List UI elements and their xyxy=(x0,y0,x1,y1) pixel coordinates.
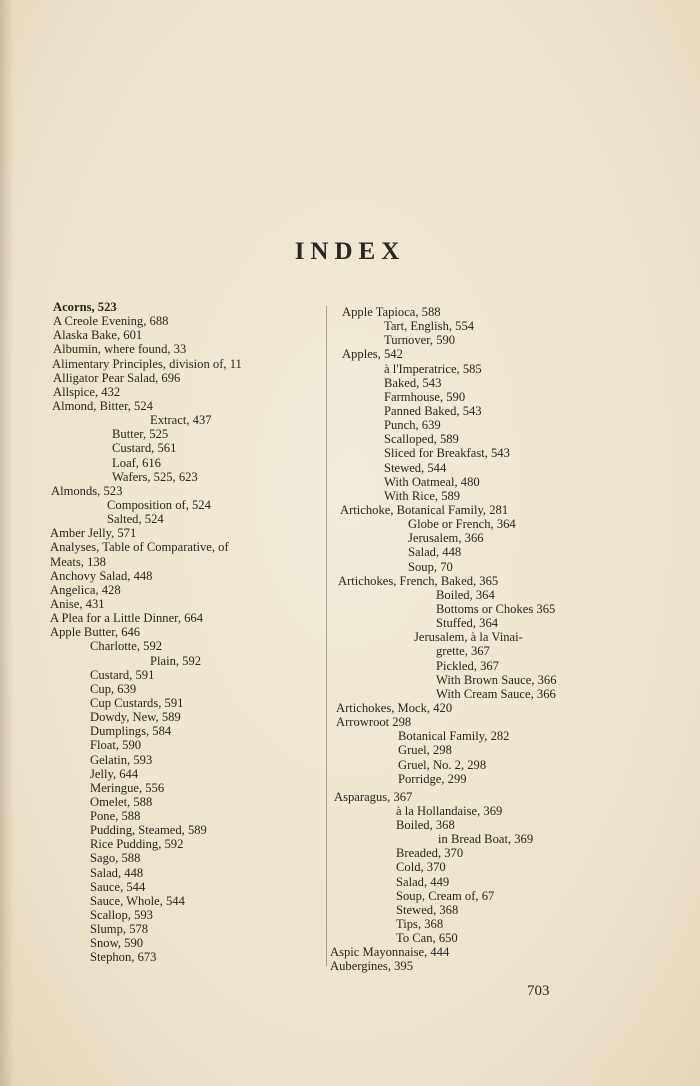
index-column-right xyxy=(330,305,600,974)
index-entry: Charlotte, 592 xyxy=(90,639,163,654)
index-entry: Extract, 437 xyxy=(150,413,212,428)
index-entry: Jelly, 644 xyxy=(90,766,139,781)
index-entry: Loaf, 616 xyxy=(112,455,161,470)
index-entry: Cup, 639 xyxy=(90,681,137,696)
index-entry: Soup, 70 xyxy=(408,559,453,574)
index-entry: Scallop, 593 xyxy=(90,908,153,923)
index-entry: Albumin, where found, 33 xyxy=(53,342,187,357)
index-entry: Jerusalem, à la Vinai- xyxy=(414,630,523,645)
index-entry: A Plea for a Little Dinner, 664 xyxy=(50,611,204,626)
index-entry: Custard, 591 xyxy=(90,667,155,682)
index-entry: Turnover, 590 xyxy=(384,333,456,348)
index-entry: Apple Butter, 646 xyxy=(50,625,141,640)
index-entry: Anchovy Salad, 448 xyxy=(50,568,153,583)
index-entry: in Bread Boat, 369 xyxy=(438,832,534,847)
index-entry: Snow, 590 xyxy=(90,936,144,951)
index-entry: Apple Tapioca, 588 xyxy=(342,305,441,319)
index-entry: Pickled, 367 xyxy=(436,658,499,673)
index-entry: grette, 367 xyxy=(436,644,490,659)
index-entry: A Creole Evening, 688 xyxy=(53,314,169,329)
index-entry: Globe or French, 364 xyxy=(408,517,516,532)
index-entry: Gelatin, 593 xyxy=(90,752,153,767)
index-entry: Stewed, 368 xyxy=(396,902,459,917)
index-entry: Tart, English, 554 xyxy=(384,319,475,334)
index-entry: Wafers, 525, 623 xyxy=(112,469,198,484)
index-entry: Plain, 592 xyxy=(150,653,202,668)
index-entry: Custard, 561 xyxy=(112,441,177,456)
index-entry: Salad, 449 xyxy=(396,874,450,889)
index-entry: à l'Imperatrice, 585 xyxy=(384,361,482,376)
index-entry: Stuffed, 364 xyxy=(436,616,499,631)
index-entry: Salad, 448 xyxy=(90,865,144,880)
index-entry: Sliced for Breakfast, 543 xyxy=(384,446,510,461)
index-entry: Cold, 370 xyxy=(396,860,446,875)
index-entry: Salted, 524 xyxy=(107,512,164,527)
index-entry: Artichoke, Botanical Family, 281 xyxy=(340,502,509,517)
index-entry: Stephon, 673 xyxy=(90,950,157,965)
index-entry: Alligator Pear Salad, 696 xyxy=(53,370,181,385)
index-entry: With Oatmeal, 480 xyxy=(384,474,480,489)
page-edge-shadow xyxy=(0,0,14,1086)
index-entry: Dumplings, 584 xyxy=(90,724,172,739)
index-entry: Farmhouse, 590 xyxy=(384,389,466,404)
index-entry: Artichokes, Mock, 420 xyxy=(336,700,453,715)
index-entry: Sauce, 544 xyxy=(90,879,146,894)
index-entry: Baked, 543 xyxy=(384,375,442,390)
index-entry: Cup Custards, 591 xyxy=(90,695,184,710)
index-entry: To Can, 650 xyxy=(396,931,458,946)
index-entry: Tips, 368 xyxy=(396,917,444,932)
index-entry: Stewed, 544 xyxy=(384,460,447,475)
index-entry: With Brown Sauce, 366 xyxy=(436,672,557,687)
index-entry: Angelica, 428 xyxy=(50,582,121,597)
index-entry: Arrowroot 298 xyxy=(336,715,412,730)
index-entry: Boiled, 368 xyxy=(396,818,455,833)
index-entry: Analyses, Table of Comparative, of xyxy=(50,540,229,555)
index-entry: Allspice, 432 xyxy=(53,384,121,399)
index-entry: Jerusalem, 366 xyxy=(408,531,484,546)
index-entry: Gruel, No. 2, 298 xyxy=(398,757,487,772)
index-entry: Artichokes, French, Baked, 365 xyxy=(338,573,499,588)
index-entry: Soup, Cream of, 67 xyxy=(396,888,495,903)
index-entry: Gruel, 298 xyxy=(398,743,452,758)
index-entry: Panned Baked, 543 xyxy=(384,403,482,418)
index-entry: Sauce, Whole, 544 xyxy=(90,893,185,908)
index-entry: Omelet, 588 xyxy=(90,794,153,809)
index-entry: Meats, 138 xyxy=(50,554,106,569)
index-entry: Breaded, 370 xyxy=(396,846,464,861)
index-entry: Slump, 578 xyxy=(90,922,149,937)
index-entry: Pudding, Steamed, 589 xyxy=(90,823,207,838)
index-entry: Sago, 588 xyxy=(90,851,141,866)
page-number: 703 xyxy=(527,983,550,999)
index-entry: Butter, 525 xyxy=(112,427,169,442)
index-entry: Meringue, 556 xyxy=(90,780,165,795)
index-entry: Pone, 588 xyxy=(90,809,141,824)
index-entry: Dowdy, New, 589 xyxy=(90,710,181,725)
index-entry: Salad, 448 xyxy=(408,545,462,560)
index-entry: Bottoms or Chokes 365 xyxy=(436,601,556,616)
index-entry: Boiled, 364 xyxy=(436,587,495,602)
index-entry: Composition of, 524 xyxy=(107,497,211,512)
index-entry: Punch, 639 xyxy=(384,418,441,433)
index-entry: Amber Jelly, 571 xyxy=(50,526,137,541)
index-entry: Float, 590 xyxy=(90,738,142,753)
index-entry: Apples, 542 xyxy=(342,347,403,362)
index-entry: Botanical Family, 282 xyxy=(398,729,510,744)
index-entry: Aubergines, 395 xyxy=(330,959,414,974)
index-entry: Acorns, 523 xyxy=(53,300,117,314)
index-entry: With Cream Sauce, 366 xyxy=(436,686,556,701)
index-entry: Almond, Bitter, 524 xyxy=(52,398,153,413)
index-entry: Alimentary Principles, division of, 11 xyxy=(52,356,242,371)
index-entry: Almonds, 523 xyxy=(51,483,123,498)
index-entry: Aspic Mayonnaise, 444 xyxy=(330,945,450,960)
index-entry: à la Hollandaise, 369 xyxy=(396,803,503,818)
index-entry: Asparagus, 367 xyxy=(334,789,413,804)
index-entry: Rice Pudding, 592 xyxy=(90,837,184,852)
index-column-left xyxy=(50,300,320,965)
index-entry: Porridge, 299 xyxy=(398,771,467,786)
index-entry: Anise, 431 xyxy=(50,596,105,611)
page-title: INDEX xyxy=(294,238,406,265)
column-divider xyxy=(326,306,327,966)
index-entry: With Rice, 589 xyxy=(384,488,461,503)
index-entry: Alaska Bake, 601 xyxy=(53,328,143,343)
index-entry: Scalloped, 589 xyxy=(384,432,459,447)
